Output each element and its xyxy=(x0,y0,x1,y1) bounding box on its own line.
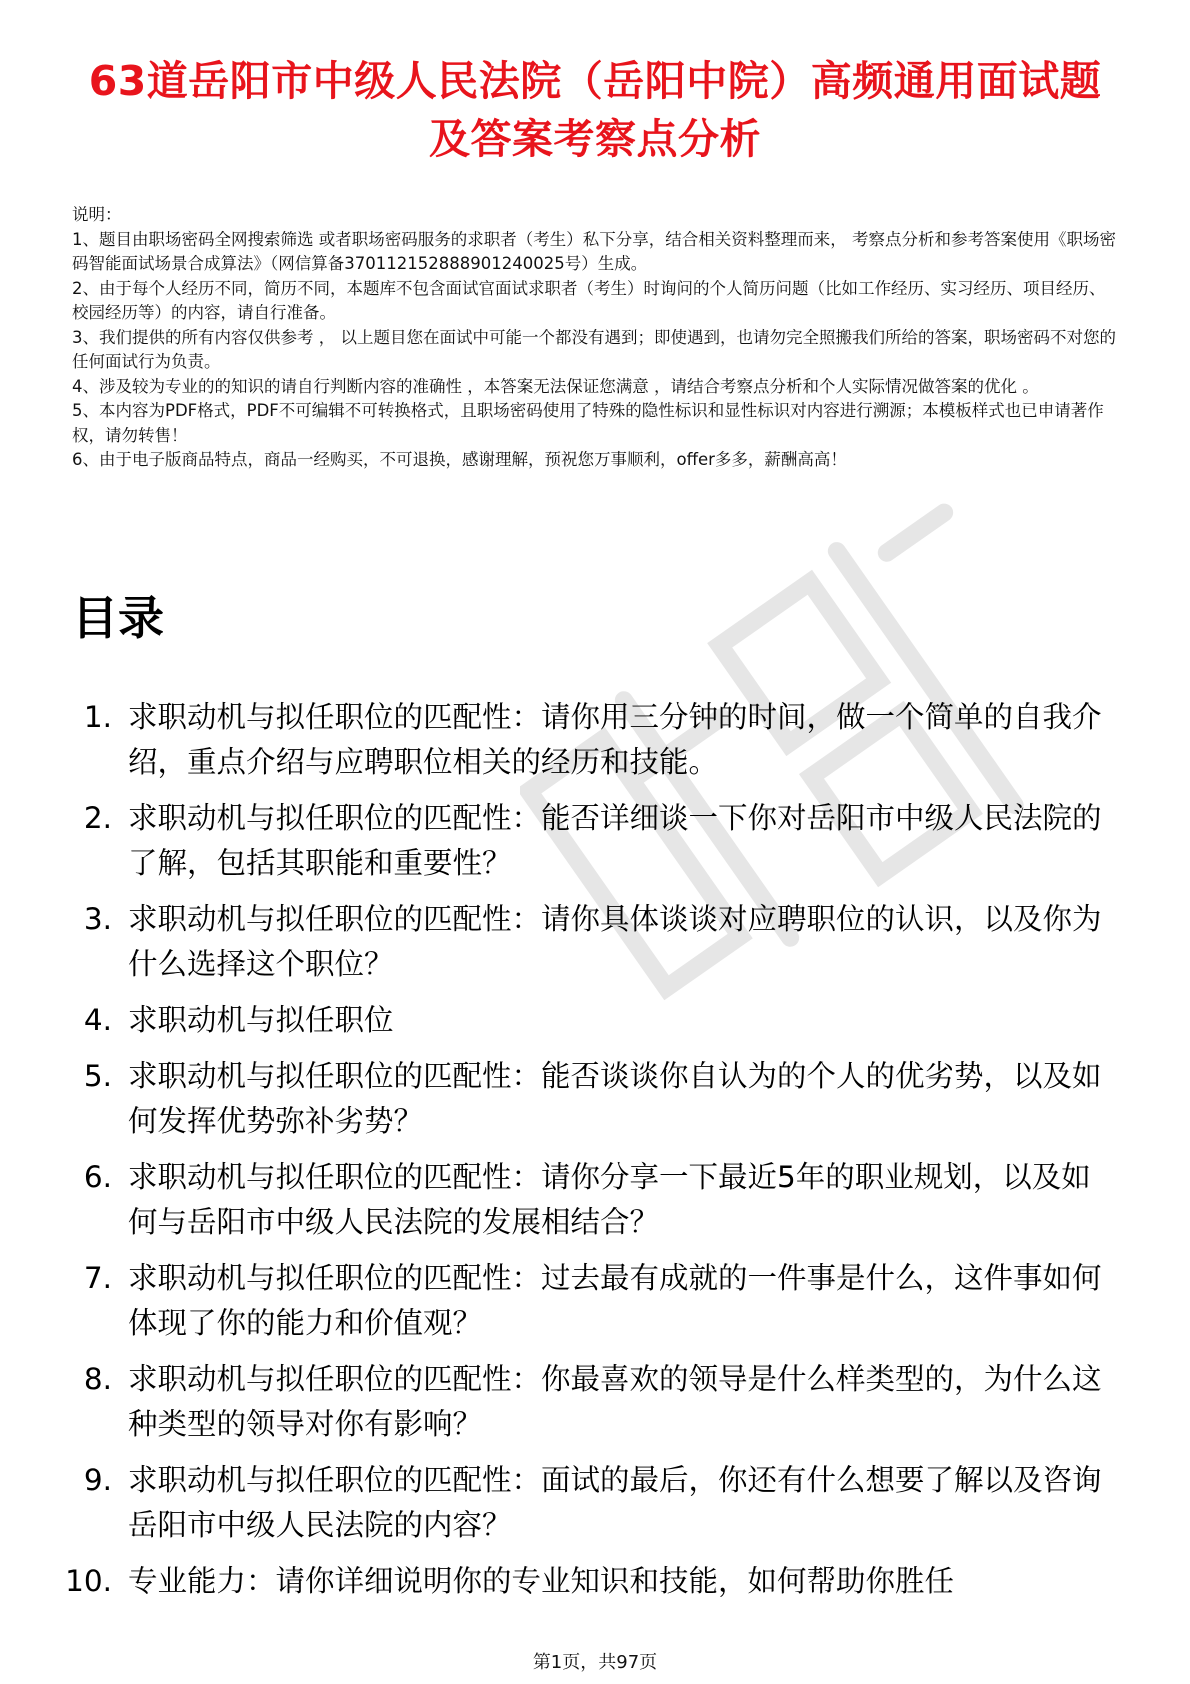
notes-item: 6、由于电子版商品特点，商品一经购买，不可退换，感谢理解，预祝您万事顺利，offer多多，薪酬高高！ xyxy=(72,450,847,469)
notes-item: 1、题目由职场密码全网搜索筛选 或者职场密码服务的求职者（考生）私下分享，结合相关资料整理而来， 考察点分析和参考答案使用《职场密码智能面试场景合成算法》（网信算备370112152888901240025号）生成。 xyxy=(72,229,1116,273)
toc-item[interactable] xyxy=(60,1155,1120,1245)
toc-item[interactable] xyxy=(60,1458,1120,1548)
toc-item-number: 7. xyxy=(83,1261,112,1295)
notes-heading: 说明： xyxy=(72,205,122,224)
notes-item: 4、涉及较为专业的的知识的请自行判断内容的准确性 ，本答案无法保证您满意 ，请结合考察点分析和个人实际情况做答案的优化 。 xyxy=(72,376,1039,396)
toc-item-number: 6. xyxy=(83,1160,112,1194)
toc-item-number: 5. xyxy=(83,1059,112,1093)
toc-item-number: 10. xyxy=(65,1564,112,1598)
table-of-contents xyxy=(60,695,1120,1615)
toc-item-text: 求职动机与拟任职位的匹配性：请你分享一下最近5年的职业规划，以及如何与岳阳市中级人民法院的发展相结合？ xyxy=(128,1160,1091,1239)
toc-item-text: 求职动机与拟任职位的匹配性：过去最有成就的一件事是什么，这件事如何体现了你的能力和价值观？ xyxy=(128,1261,1102,1340)
notes-item: 2、由于每个人经历不同，简历不同，本题库不包含面试官面试求职者（考生）时询问的个人简历问题（比如工作经历、实习经历、项目经历、校园经历等）的内容，请自行准备。 xyxy=(72,278,1106,322)
toc-item-text: 求职动机与拟任职位的匹配性：你最喜欢的领导是什么样类型的，为什么这种类型的领导对你有影响？ xyxy=(128,1362,1102,1441)
toc-item[interactable] xyxy=(60,695,1120,785)
toc-item-number: 4. xyxy=(83,1003,112,1037)
toc-item[interactable] xyxy=(60,1559,1120,1604)
toc-item[interactable] xyxy=(60,1357,1120,1447)
toc-item-text: 求职动机与拟任职位的匹配性：能否详细谈一下你对岳阳市中级人民法院的了解，包括其职能和重要性？ xyxy=(128,801,1102,880)
toc-item[interactable] xyxy=(60,1256,1120,1346)
toc-item-text: 求职动机与拟任职位的匹配性：能否谈谈你自认为的个人的优劣势，以及如何发挥优势弥补劣势？ xyxy=(128,1059,1102,1138)
toc-item-text: 求职动机与拟任职位 xyxy=(128,1003,394,1037)
toc-item-text: 求职动机与拟任职位的匹配性：请你用三分钟的时间，做一个简单的自我介绍，重点介绍与应聘职位相关的经历和技能。 xyxy=(128,700,1102,779)
toc-item[interactable] xyxy=(60,1054,1120,1144)
toc-item-text: 专业能力：请你详细说明你的专业知识和技能，如何帮助你胜任 xyxy=(128,1564,955,1598)
toc-item-text: 求职动机与拟任职位的匹配性：面试的最后，你还有什么想要了解以及咨询岳阳市中级人民法院的内容？ xyxy=(128,1463,1102,1542)
toc-heading: 目录 xyxy=(72,591,164,645)
toc-item-number: 8. xyxy=(83,1362,112,1396)
toc-item[interactable] xyxy=(60,998,1120,1043)
toc-item-number: 2. xyxy=(83,801,112,835)
toc-item-number: 3. xyxy=(83,902,112,936)
page-footer: 第1页，共97页 xyxy=(532,1652,658,1673)
disclaimer-notes xyxy=(72,203,1117,473)
toc-item[interactable] xyxy=(60,897,1120,987)
notes-item: 3、我们提供的所有内容仅供参考 ， 以上题目您在面试中可能一个都没有遇到；即使遇到，也请勿完全照搬我们所给的答案，职场密码不对您的任何面试行为负责。 xyxy=(72,327,1116,371)
document-title: 63道岳阳市中级人民法院（岳阳中院）高频通用面试题及答案考察点分析 xyxy=(88,57,1102,163)
toc-item-number: 9. xyxy=(83,1463,112,1497)
toc-item-number: 1. xyxy=(83,700,112,734)
toc-item-text: 求职动机与拟任职位的匹配性：请你具体谈谈对应聘职位的认识，以及你为什么选择这个职位？ xyxy=(128,902,1102,981)
toc-item[interactable] xyxy=(60,796,1120,886)
notes-item: 5、本内容为PDF格式，PDF不可编辑不可转换格式，且职场密码使用了特殊的隐性标识和显性标识对内容进行溯源；本模板样式也已申请著作权，请勿转售！ xyxy=(72,401,1104,445)
